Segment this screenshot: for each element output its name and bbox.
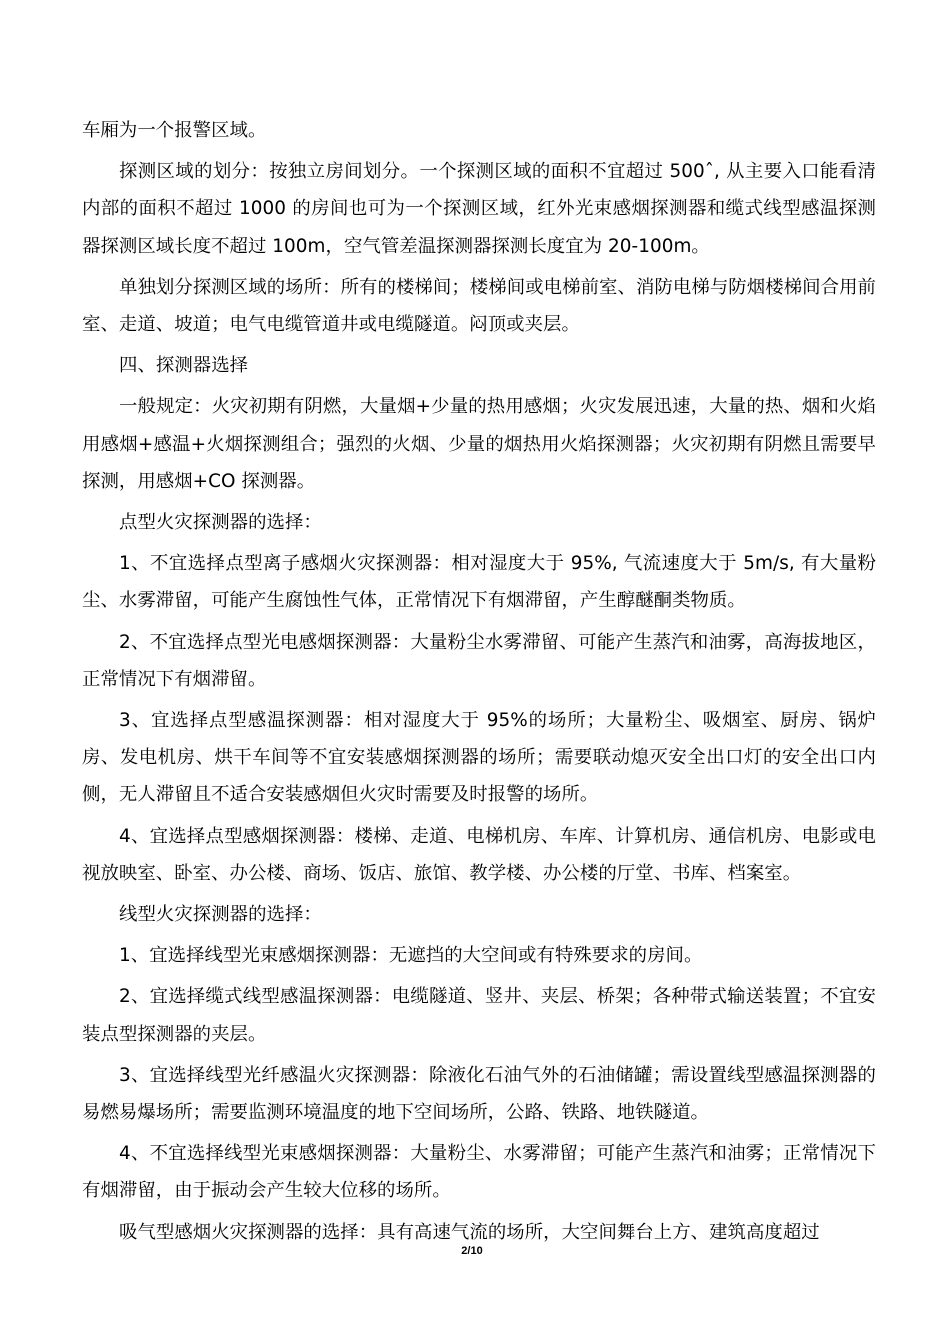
section-heading-detector-selection: 四、探测器选择 <box>119 355 249 377</box>
document-body <box>82 112 876 1255</box>
paragraph-general-rules: 一般规定：火灾初期有阴燃，大量烟+少量的热用感烟；火灾发展迅速，大量的热、烟和火焰用感烟+感温+火烟探测组合；强烈的火烟、少量的烟热用火焰探测器；火灾初期有阴燃且需要早探测，用感烟+CO 探测器。 <box>82 396 876 492</box>
list-item-point-4: 4、宜选择点型感烟探测器：楼梯、走道、电梯机房、车库、计算机房、通信机房、电影或电视放映室、卧室、办公楼、商场、饭店、旅馆、教学楼、办公楼的厅堂、书库、档案室。 <box>82 825 876 884</box>
paragraph-separate-zones: 单独划分探测区域的场所：所有的楼梯间；楼梯间或电梯前室、消防电梯与防烟楼梯间合用前室、走道、坡道；电气电缆管道井或电缆隧道。闷顶或夹层。 <box>82 276 876 336</box>
paragraph-aspirating-detectors: 吸气型感烟火灾探测器的选择：具有高速气流的场所，大空间舞台上方、建筑高度超过 <box>119 1221 820 1243</box>
subheading-point-detectors: 点型火灾探测器的选择： <box>119 512 322 534</box>
page-number: 2/10 <box>461 1245 483 1257</box>
list-item-linear-1: 1、宜选择线型光束感烟探测器：无遮挡的大空间或有特殊要求的房间。 <box>119 945 703 967</box>
list-item-point-2: 2、不宜选择点型光电感烟探测器：大量粉尘水雾滞留、可能产生蒸汽和油雾，高海拔地区，正常情况下有烟滞留。 <box>82 631 876 690</box>
list-item-point-3: 3、宜选择点型感温探测器：相对湿度大于 95%的场所；大量粉尘、吸烟室、厨房、锅炉房、发电机房、烘干车间等不宜安装感烟探测器的场所；需要联动熄灭安全出口灯的安全出口内侧，无人滞留且不适合安装感烟但火灾时需要及时报警的场所。 <box>82 710 876 806</box>
list-item-linear-2: 2、宜选择缆式线型感温探测器：电缆隧道、竖井、夹层、桥架；各种带式输送装置；不宜安装点型探测器的夹层。 <box>82 986 876 1045</box>
paragraph-detection-zone-division: 探测区域的划分：按独立房间划分。一个探测区域的面积不宜超过 500ˆ, 从主要入口能看清内部的面积不超过 1000 的房间也可为一个探测区域，红外光束感烟探测器和缆式线型感温探测器探测区域长度不超过 100m，空气管差温探测器探测长度宜为 20-100m。 <box>82 161 876 257</box>
list-item-point-1: 1、不宜选择点型离子感烟火灾探测器：相对湿度大于 95%, 气流速度大于 5m/s, 有大量粉尘、水雾滞留，可能产生腐蚀性气体，正常情况下有烟滞留，产生醇醚酮类物质。 <box>82 553 876 612</box>
list-item-linear-4: 4、不宜选择线型光束感烟探测器：大量粉尘、水雾滞留；可能产生蒸汽和油雾；正常情况下有烟滞留，由于振动会产生较大位移的场所。 <box>82 1143 876 1202</box>
subheading-linear-detectors: 线型火灾探测器的选择： <box>119 904 322 926</box>
paragraph-continuation: 车厢为一个报警区域。 <box>82 120 267 141</box>
list-item-linear-3: 3、宜选择线型光纤感温火灾探测器：除液化石油气外的石油储罐；需设置线型感温探测器的易燃易爆场所；需要监测环境温度的地下空间场所，公路、铁路、地铁隧道。 <box>82 1064 876 1124</box>
